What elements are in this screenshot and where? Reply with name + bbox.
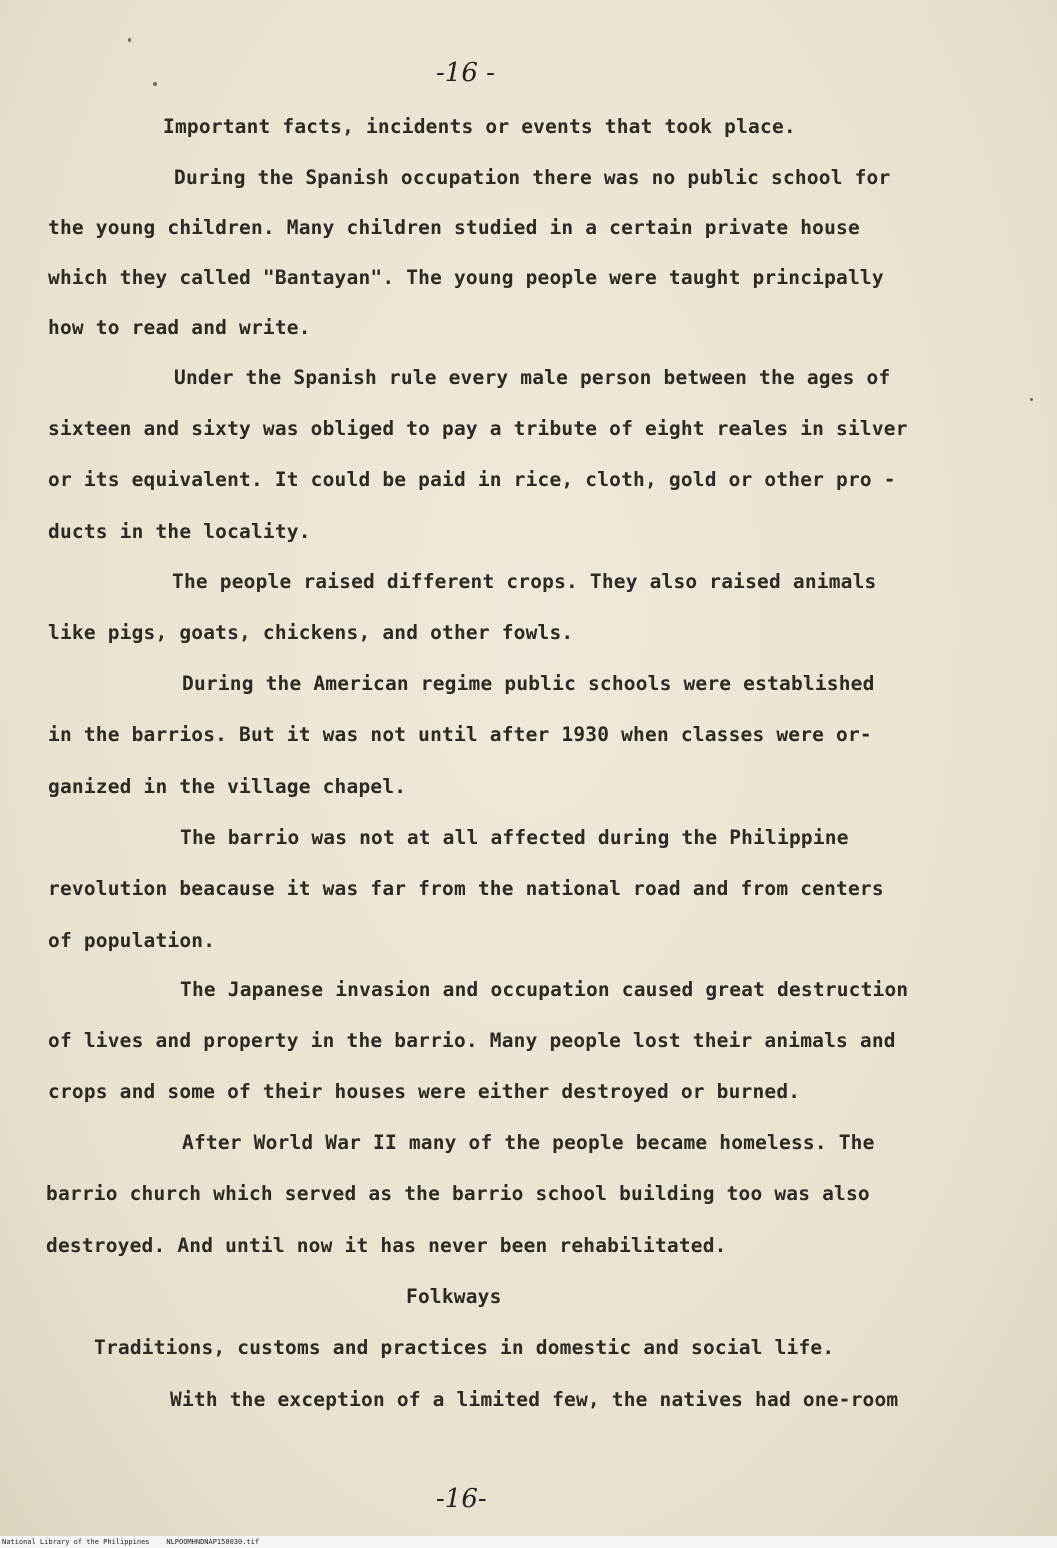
text-line-6: Under the Spanish rule every male person between the ages of <box>174 366 891 389</box>
text-line-18: The Japanese invasion and occupation caused great destruction <box>180 978 909 1001</box>
text-line-19: of lives and property in the barrio. Many people lost their animals and <box>48 1029 896 1052</box>
ink-speck <box>1030 398 1033 401</box>
text-line-11: like pigs, goats, chickens, and other fowls. <box>48 621 574 644</box>
text-line-14: ganized in the village chapel. <box>48 775 407 798</box>
text-line-25: Traditions, customs and practices in domestic and social life. <box>94 1336 835 1359</box>
text-line-15: The barrio was not at all affected during the Philippine <box>180 826 849 849</box>
text-line-26: With the exception of a limited few, the natives had one-room <box>170 1388 899 1411</box>
text-line-3: the young children. Many children studied in a certain private house <box>48 216 860 239</box>
text-line-10: The people raised different crops. They also raised animals <box>172 570 877 593</box>
text-line-12: During the American regime public schools were established <box>182 672 875 695</box>
text-line-17: of population. <box>48 929 216 952</box>
ink-speck <box>128 38 131 42</box>
text-line-22: barrio church which served as the barrio school building too was also <box>46 1182 870 1205</box>
text-line-13: in the barrios. But it was not until after 1930 when classes were or- <box>48 723 872 746</box>
text-line-4: which they called "Bantayan". The young people were taught principally <box>48 266 884 289</box>
text-line-16: revolution beacause it was far from the national road and from centers <box>48 877 884 900</box>
text-line-8: or its equivalent. It could be paid in rice, cloth, gold or other pro - <box>48 468 896 491</box>
scan-caption: National Library of the Philippines NLPOOMHNDNAP150030.tif <box>0 1536 1057 1548</box>
text-line-20: crops and some of their houses were either destroyed or burned. <box>48 1080 801 1103</box>
text-line-9: ducts in the locality. <box>48 520 311 543</box>
text-line-2: During the Spanish occupation there was no public school for <box>174 166 891 189</box>
text-line-1: Important facts, incidents or events that took place. <box>163 115 796 138</box>
page-number-header: -16 - <box>436 58 495 88</box>
text-line-21: After World War II many of the people became homeless. The <box>182 1131 875 1154</box>
text-line-23: destroyed. And until now it has never been rehabilitated. <box>46 1234 727 1257</box>
page-number-footer: -16- <box>436 1484 487 1514</box>
text-line-7: sixteen and sixty was obliged to pay a tribute of eight reales in silver <box>48 417 908 440</box>
text-line-5: how to read and write. <box>48 316 311 339</box>
section-heading-folkways: Folkways <box>406 1285 502 1308</box>
ink-speck <box>153 82 157 86</box>
